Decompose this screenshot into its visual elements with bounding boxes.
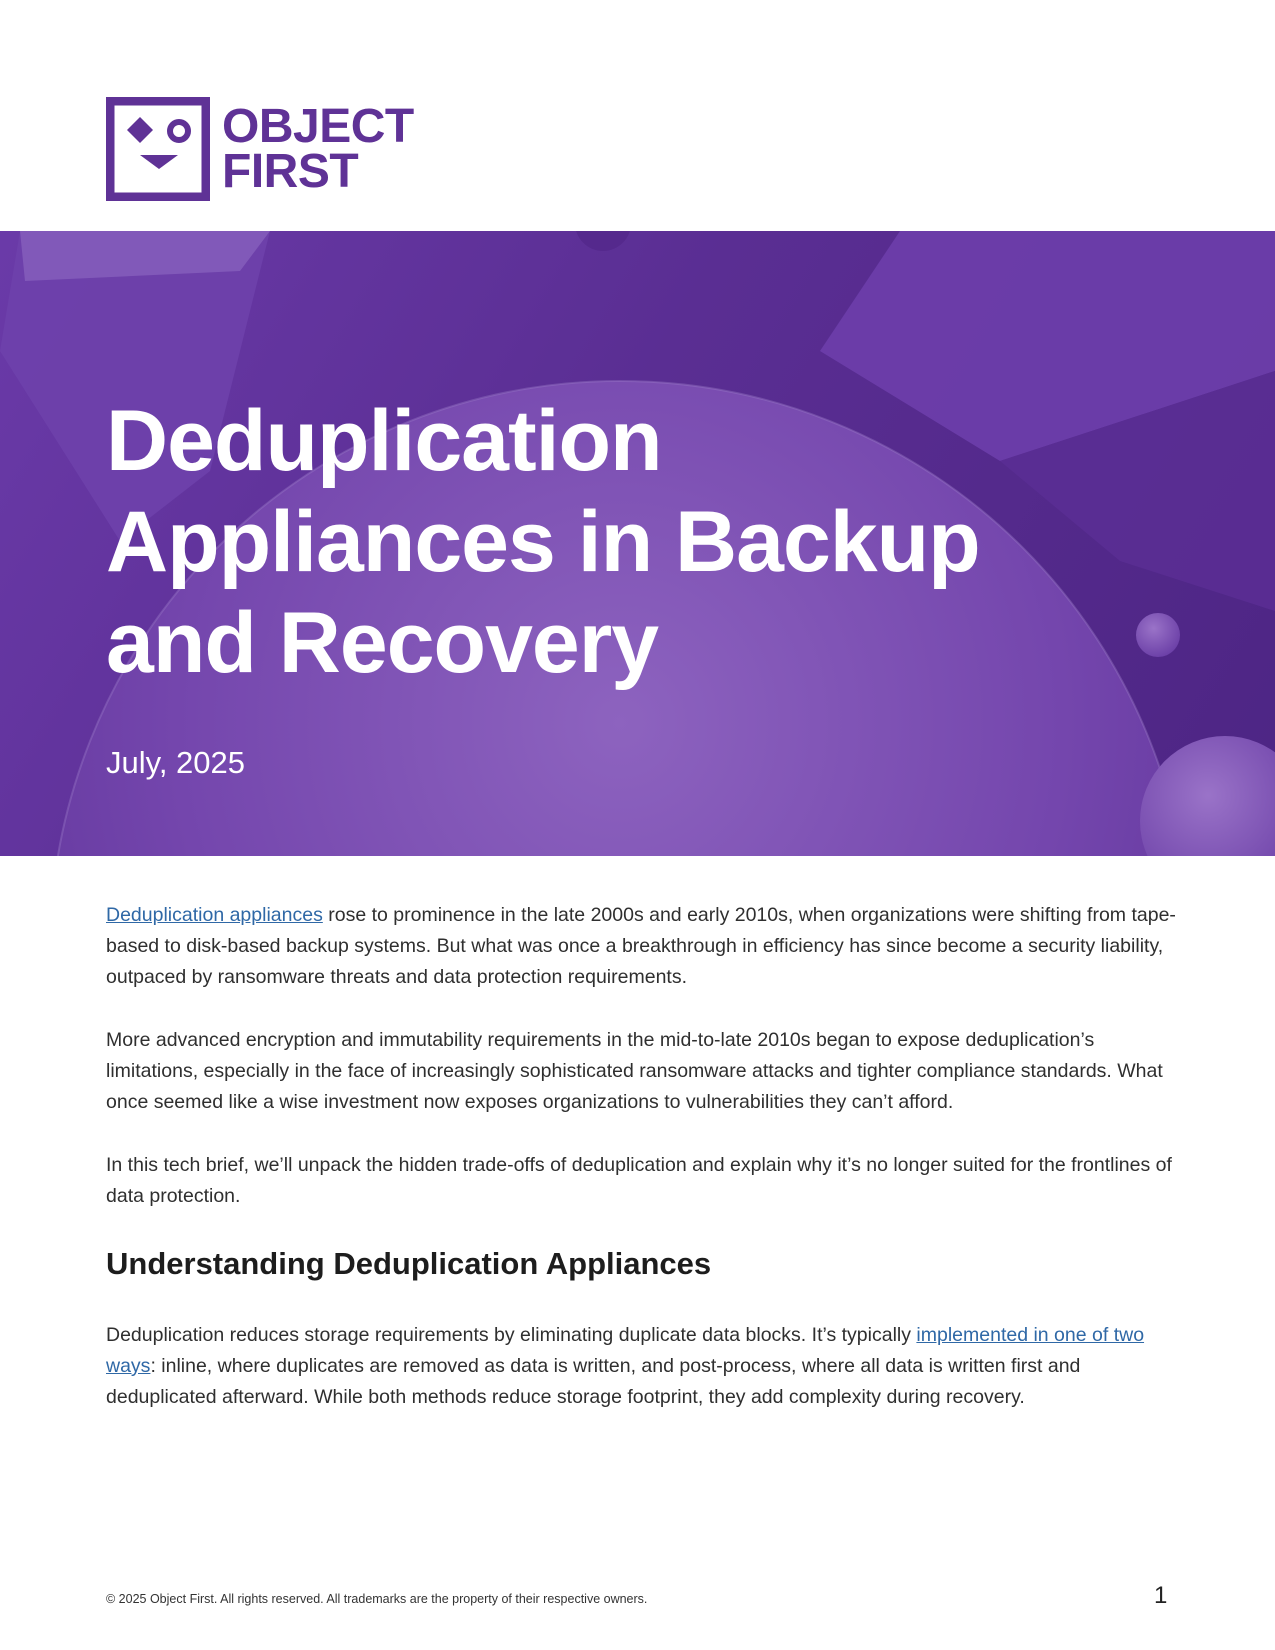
- tech-brief-paragraph: In this tech brief, we’ll unpack the hidden trade-offs of deduplication and explain why it’s no longer suited for the frontlines of data protection.: [106, 1154, 1172, 1207]
- intro-paragraph-text: rose to prominence in the late 2000s and early 2010s, when organizations were shifting from tape-based to disk-based backup systems. But what was once a breakthrough in efficiency has since become a security liability, outpaced by ransomware threats and data protection requirements.: [106, 904, 1176, 988]
- intro-paragraph: [106, 900, 1181, 993]
- footer-copyright: © 2025 Object First. All rights reserved. All trademarks are the property of their respective owners.: [106, 1592, 648, 1606]
- document-title: Deduplication Appliances in Backup and Recovery: [106, 393, 980, 691]
- definition-paragraph-start: Deduplication reduces storage requirements by eliminating duplicate data blocks. It’s typically: [106, 1324, 917, 1346]
- deduplication-appliances-link[interactable]: Deduplication appliances: [106, 904, 323, 926]
- logo-wordmark: [222, 100, 414, 198]
- brand-logo: [106, 97, 414, 201]
- publication-date: July, 2025: [106, 745, 246, 780]
- object-first-logo-icon: [106, 97, 210, 201]
- logo-line-2: FIRST: [222, 145, 359, 198]
- section-heading: Understanding Deduplication Appliances: [106, 1246, 712, 1281]
- logo-line-1: OBJECT: [222, 100, 414, 153]
- limitations-paragraph: More advanced encryption and immutability requirements in the mid-to-late 2010s began to expose deduplication’s limitations, especially in the face of increasingly sophisticated ransomware attacks and tighter compliance standards. What once seemed like a wise investment now exposes organizations to vulnerabilities they can’t afford.: [106, 1029, 1163, 1113]
- definition-paragraph: [106, 1320, 1181, 1413]
- page-number: 1: [1154, 1582, 1168, 1609]
- document-body: [106, 900, 1181, 1445]
- hero-banner: [0, 231, 1275, 856]
- implementation-methods-link[interactable]: implemented in one of two ways: [106, 1324, 1145, 1377]
- definition-paragraph-end: : inline, where duplicates are removed as data is written, and post-process, where all data is written first and deduplicated afterward. While both methods reduce storage footprint, they add complexity during recovery.: [106, 1355, 1081, 1408]
